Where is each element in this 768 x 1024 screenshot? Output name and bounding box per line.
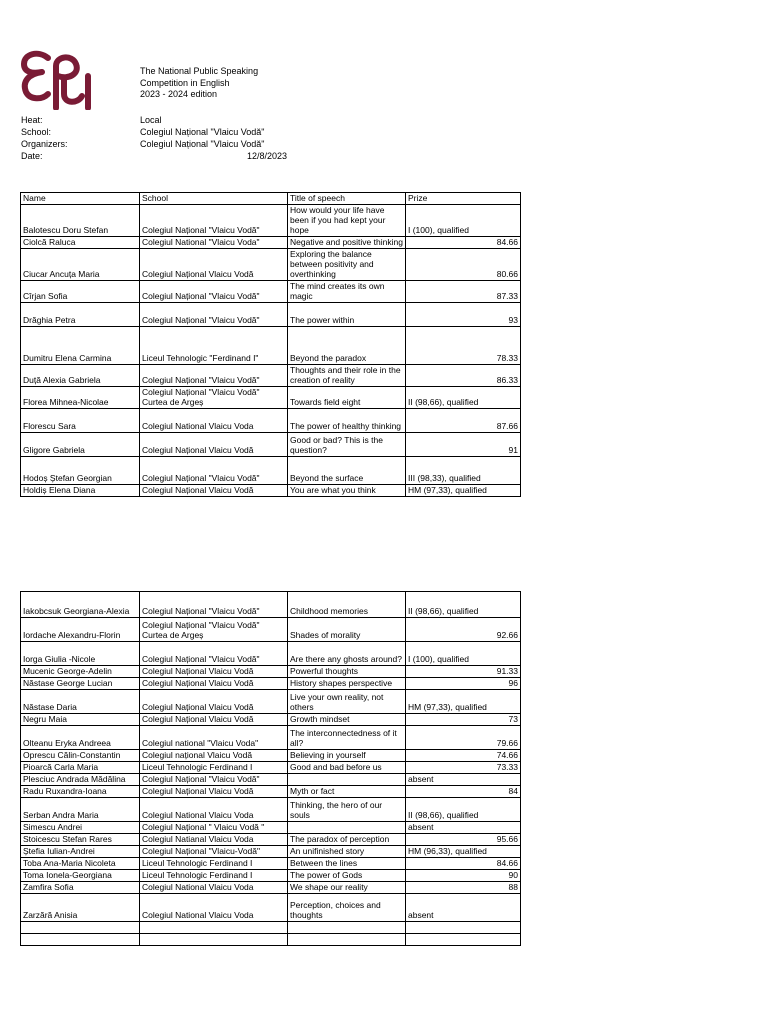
table-row	[21, 592, 521, 618]
table-row	[21, 666, 521, 678]
school-cell: Liceul Tehnologic Ferdinand I	[140, 762, 288, 774]
school-cell: Colegiul Național Vlaicu Vodă	[140, 666, 288, 678]
prize-cell: III (98,33), qualified	[406, 457, 521, 485]
title-cell: Beyond the surface	[288, 457, 406, 485]
name-cell: Toba Ana-Maria Nicoleta	[21, 858, 140, 870]
title-cell: How would your life have been if you had kept your hope	[288, 205, 406, 237]
prize-cell: 91	[406, 433, 521, 457]
name-cell: Zarzără Anisia	[21, 894, 140, 922]
prize-cell: 73.33	[406, 762, 521, 774]
school-cell: Colegiul Național "Vlaicu Vodă"	[140, 457, 288, 485]
title-cell	[288, 774, 406, 786]
table-row	[21, 618, 521, 642]
title-cell: The power within	[288, 303, 406, 327]
table-row	[21, 457, 521, 485]
school-cell: Colegiul National Vlaicu Voda	[140, 409, 288, 433]
school-cell: Colegiul Național "Vlaicu Vodă"	[140, 205, 288, 237]
name-cell	[21, 934, 140, 946]
title-cell: An unifinished story	[288, 846, 406, 858]
results-table-2	[20, 591, 521, 946]
title-cell: Are there any ghosts around?	[288, 642, 406, 666]
organizers-label: Organizers:	[21, 139, 68, 149]
name-cell: Mucenic George-Adelin	[21, 666, 140, 678]
prize-cell: HM (96,33), qualified	[406, 846, 521, 858]
prize-cell: I (100), qualified	[406, 642, 521, 666]
prize-cell: 88	[406, 882, 521, 894]
title-cell: Thinking, the hero of our souls	[288, 798, 406, 822]
title-cell: Live your own reality, not others	[288, 690, 406, 714]
title-cell	[288, 822, 406, 834]
meta-info	[21, 115, 291, 163]
school-cell: Colegiul Național "Vlaicu Vodă" Curtea de Argeș	[140, 618, 288, 642]
school-cell: Colegiul Național "Vlaicu Vodă"	[140, 592, 288, 618]
school-cell: Colegiul Național "Vlaicu Vodă"	[140, 774, 288, 786]
table-row	[21, 409, 521, 433]
table-row	[21, 834, 521, 846]
school-cell: Colegiul Național Vlaicu Vodă	[140, 249, 288, 281]
title-cell: Shades of morality	[288, 618, 406, 642]
prize-cell: 86.33	[406, 365, 521, 387]
prize-cell: 96	[406, 678, 521, 690]
name-cell: Drăghia Petra	[21, 303, 140, 327]
table-row	[21, 750, 521, 762]
school-cell: Colegiul Național "Vlaicu-Vodă"	[140, 846, 288, 858]
name-cell: Duță Alexia Gabriela	[21, 365, 140, 387]
table-row	[21, 934, 521, 946]
school-cell	[140, 922, 288, 934]
school-cell: Colegiul Național "Vlaicu Vodă"	[140, 281, 288, 303]
title-cell: Childhood memories	[288, 592, 406, 618]
table-row	[21, 387, 521, 409]
name-cell: Ciolcă Raluca	[21, 237, 140, 249]
school-cell	[140, 934, 288, 946]
title-cell	[288, 934, 406, 946]
header-line-1: The National Public Speaking	[140, 66, 259, 76]
prize-cell: 91.33	[406, 666, 521, 678]
name-cell: Năstase George Lucian	[21, 678, 140, 690]
table-row	[21, 678, 521, 690]
table-row	[21, 237, 521, 249]
table-row	[21, 894, 521, 922]
table-row	[21, 786, 521, 798]
table-row	[21, 798, 521, 822]
name-cell: Pioarcă Carla Maria	[21, 762, 140, 774]
table-row	[21, 303, 521, 327]
prize-cell: 84	[406, 786, 521, 798]
title-cell: Perception, choices and thoughts	[288, 894, 406, 922]
title-cell: Exploring the balance between positivity and overthinking	[288, 249, 406, 281]
school-cell: Colegiul National Vlaicu Voda	[140, 882, 288, 894]
school-cell: Colegiul Național "Vlaicu Vodă" Curtea de Argeș	[140, 387, 288, 409]
prize-cell: 74.66	[406, 750, 521, 762]
school-cell: Colegiul Național Vlaicu Vodă	[140, 485, 288, 497]
table-row	[21, 882, 521, 894]
header-line-2: Competition in English	[140, 77, 230, 88]
school-cell: Colegiul Național Vlaicu Vodă	[140, 786, 288, 798]
results-table-1	[20, 192, 521, 497]
table-row	[21, 858, 521, 870]
school-cell: Colegiul Național Vlaicu Vodă	[140, 714, 288, 726]
school-cell: Colegiul National Vlaicu Voda	[140, 894, 288, 922]
prize-cell: 90	[406, 870, 521, 882]
school-cell: Colegiul Național "Vlaicu Vodă"	[140, 303, 288, 327]
prize-cell	[406, 922, 521, 934]
title-cell: Between the lines	[288, 858, 406, 870]
table-row	[21, 205, 521, 237]
title-cell: Myth or fact	[288, 786, 406, 798]
school-cell: Colegiul Național Vlaicu Vodă	[140, 678, 288, 690]
title-cell: History shapes perspective	[288, 678, 406, 690]
name-cell: Hodoș Ștefan Georgian	[21, 457, 140, 485]
date-value: 12/8/2023	[246, 151, 287, 161]
title-cell: The interconnectedness of it all?	[288, 726, 406, 750]
table-row	[21, 822, 521, 834]
name-cell: Cîrjan Sofia	[21, 281, 140, 303]
table-row	[21, 714, 521, 726]
prize-cell: 95.66	[406, 834, 521, 846]
column-header-title: Title of speech	[288, 193, 406, 205]
prize-cell: II (98,66), qualified	[406, 592, 521, 618]
name-cell: Oprescu Călin-Constantin	[21, 750, 140, 762]
name-cell: Serban Andra Maria	[21, 798, 140, 822]
prize-cell: 73	[406, 714, 521, 726]
school-cell: Liceul Tehnologic "Ferdinand I"	[140, 327, 288, 365]
title-cell: Powerful thoughts	[288, 666, 406, 678]
table-row	[21, 726, 521, 750]
prize-cell: absent	[406, 774, 521, 786]
table-row	[21, 774, 521, 786]
title-cell: Good or bad? This is the question?	[288, 433, 406, 457]
school-cell: Colegiul National Vlaicu Voda	[140, 798, 288, 822]
prize-cell: II (98,66), qualified	[406, 387, 521, 409]
heat-label: Heat:	[21, 115, 43, 125]
date-label: Date:	[21, 151, 43, 161]
prize-cell: 84.66	[406, 858, 521, 870]
title-cell: The power of healthy thinking	[288, 409, 406, 433]
title-cell: Good and bad before us	[288, 762, 406, 774]
table-row	[21, 281, 521, 303]
title-cell: Growth mindset	[288, 714, 406, 726]
name-cell: Plesciuc Andrada Mădălina	[21, 774, 140, 786]
table-row	[21, 690, 521, 714]
table-row	[21, 762, 521, 774]
school-cell: Colegiul national "Vlaicu Voda"	[140, 726, 288, 750]
prize-cell	[406, 934, 521, 946]
table-row	[21, 433, 521, 457]
school-value: Colegiul Național "Vlaicu Vodă"	[140, 127, 265, 137]
title-cell: The power of Gods	[288, 870, 406, 882]
table-row	[21, 846, 521, 858]
title-cell: You are what you think	[288, 485, 406, 497]
column-header-school: School	[140, 193, 288, 205]
school-cell: Colegiul Național " Vlaicu Vodă "	[140, 822, 288, 834]
title-cell: The mind creates its own magic	[288, 281, 406, 303]
title-cell: Negative and positive thinking	[288, 237, 406, 249]
name-cell: Negru Maia	[21, 714, 140, 726]
prize-cell: absent	[406, 822, 521, 834]
table-row	[21, 922, 521, 934]
name-cell: Zamfira Sofia	[21, 882, 140, 894]
prize-cell: 78.33	[406, 327, 521, 365]
prize-cell: absent	[406, 894, 521, 922]
title-cell	[288, 922, 406, 934]
school-cell: Colegiul Național Vlaicu Vodă	[140, 433, 288, 457]
header-line-3: 2023 - 2024 edition	[140, 89, 218, 99]
school-cell: Colegiul Național "Vlaicu Vodă"	[140, 365, 288, 387]
school-cell: Colegiul Național "Vlaicu Vodă"	[140, 642, 288, 666]
name-cell: Balotescu Doru Stefan	[21, 205, 140, 237]
prize-cell: I (100), qualified	[406, 205, 521, 237]
organizers-value: Colegiul Național "Vlaicu Vodă"	[140, 139, 265, 149]
competition-header	[140, 66, 258, 101]
school-label: School:	[21, 127, 52, 137]
title-cell: We shape our reality	[288, 882, 406, 894]
table-row	[21, 249, 521, 281]
table-header-row	[21, 193, 521, 205]
prize-cell: II (98,66), qualified	[406, 798, 521, 822]
name-cell: Ștefia Iulian-Andrei	[21, 846, 140, 858]
column-header-prize: Prize	[406, 193, 521, 205]
name-cell: Radu Ruxandra-Ioana	[21, 786, 140, 798]
prize-cell: 93	[406, 303, 521, 327]
title-cell: Thoughts and their role in the creation of reality	[288, 365, 406, 387]
name-cell: Stoicescu Stefan Rares	[21, 834, 140, 846]
title-cell: The paradox of perception	[288, 834, 406, 846]
table-row	[21, 365, 521, 387]
name-cell: Năstase Daria	[21, 690, 140, 714]
name-cell	[21, 922, 140, 934]
name-cell: Simescu Andrei	[21, 822, 140, 834]
name-cell: Ciucar Ancuța Maria	[21, 249, 140, 281]
table-row	[21, 327, 521, 365]
heat-value: Local	[140, 115, 162, 125]
espu-logo	[18, 46, 98, 110]
name-cell: Iakobcsuk Georgiana-Alexia	[21, 592, 140, 618]
school-cell: Liceul Tehnologic Ferdinand I	[140, 858, 288, 870]
name-cell: Olteanu Eryka Andreea	[21, 726, 140, 750]
prize-cell: 79.66	[406, 726, 521, 750]
name-cell: Toma Ionela-Georgiana	[21, 870, 140, 882]
school-cell: Colegiul Natianal Vlaicu Voda	[140, 834, 288, 846]
prize-cell: 87.66	[406, 409, 521, 433]
table-row	[21, 642, 521, 666]
title-cell: Believing in yourself	[288, 750, 406, 762]
school-cell: Colegiul Național Vlaicu Vodă	[140, 690, 288, 714]
school-cell: Colegiul național Vlaicu Vodă	[140, 750, 288, 762]
prize-cell: HM (97,33), qualified	[406, 485, 521, 497]
prize-cell: 92.66	[406, 618, 521, 642]
school-cell: Liceul Tehnologic Ferdinand I	[140, 870, 288, 882]
prize-cell: 80.66	[406, 249, 521, 281]
table-row	[21, 870, 521, 882]
name-cell: Florea Mihnea-Nicolae	[21, 387, 140, 409]
prize-cell: 84.66	[406, 237, 521, 249]
column-header-name: Name	[21, 193, 140, 205]
name-cell: Florescu Sara	[21, 409, 140, 433]
name-cell: Iordache Alexandru-Florin	[21, 618, 140, 642]
name-cell: Dumitru Elena Carmina	[21, 327, 140, 365]
title-cell: Towards field eight	[288, 387, 406, 409]
table-row	[21, 485, 521, 497]
prize-cell: 87.33	[406, 281, 521, 303]
prize-cell: HM (97,33), qualified	[406, 690, 521, 714]
name-cell: Holdiș Elena Diana	[21, 485, 140, 497]
school-cell: Colegiul National "Vlaicu Voda"	[140, 237, 288, 249]
title-cell: Beyond the paradox	[288, 327, 406, 365]
name-cell: Iorga Giulia -Nicole	[21, 642, 140, 666]
name-cell: Gligore Gabriela	[21, 433, 140, 457]
